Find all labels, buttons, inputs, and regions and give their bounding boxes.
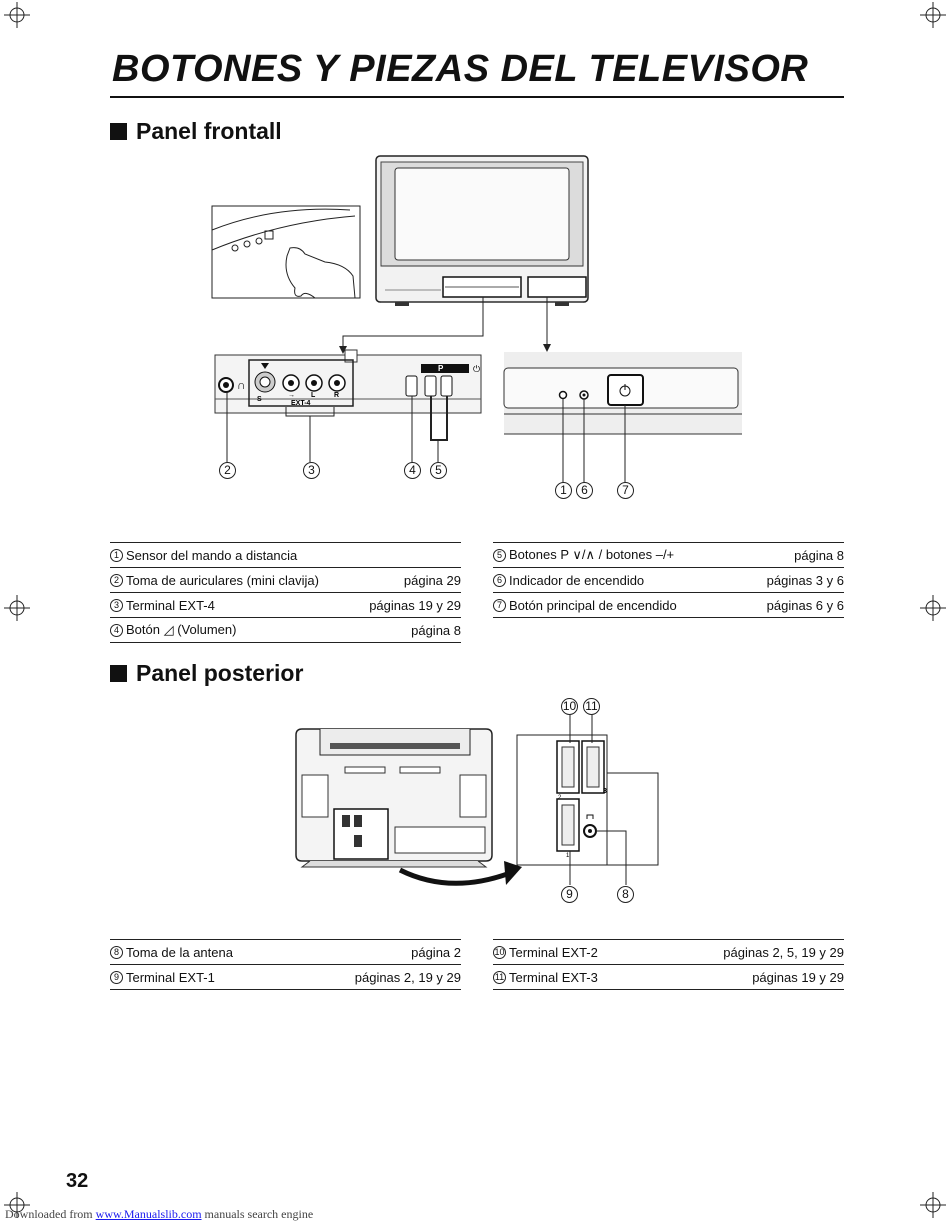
callout-number: 7 bbox=[617, 482, 634, 499]
button-press-inset bbox=[212, 206, 360, 298]
registration-mark-icon bbox=[4, 595, 30, 621]
front-panel-left-detail bbox=[215, 350, 481, 413]
table-row: 7 Botón principal de encendido páginas 6 y 6 bbox=[493, 592, 844, 618]
table-row: 6 Indicador de encendido páginas 3 y 6 bbox=[493, 567, 844, 592]
svg-text:EXT-4: EXT-4 bbox=[291, 400, 311, 407]
callout-number: 3 bbox=[303, 462, 320, 479]
front-panel-diagram bbox=[205, 150, 750, 515]
callout-number: 10 bbox=[562, 699, 577, 713]
table-row: 3 Terminal EXT-4 páginas 19 y 29 bbox=[110, 592, 461, 617]
svg-text:2: 2 bbox=[558, 795, 562, 801]
tv-front-illustration bbox=[376, 156, 588, 306]
svg-text:⏻: ⏻ bbox=[473, 364, 481, 374]
square-bullet-icon bbox=[110, 665, 127, 682]
front-parts-table-left bbox=[110, 542, 461, 643]
rear-parts-table-right bbox=[493, 939, 844, 990]
svg-text:→: → bbox=[288, 392, 295, 399]
footer bbox=[5, 1207, 313, 1222]
footer-suffix: manuals search engine bbox=[204, 1207, 314, 1221]
front-parts-table-right bbox=[493, 542, 844, 618]
svg-text:1: 1 bbox=[566, 853, 570, 859]
svg-text:L: L bbox=[311, 392, 316, 399]
svg-text:3: 3 bbox=[603, 788, 607, 795]
svg-text:S: S bbox=[257, 396, 262, 403]
table-row: 4 Botón ◿ (Volumen) página 8 bbox=[110, 617, 461, 643]
callout-number: 2 bbox=[219, 462, 236, 479]
callout-number: 1 bbox=[555, 482, 572, 499]
registration-mark-icon bbox=[4, 2, 30, 28]
page-number: 32 bbox=[66, 1170, 89, 1192]
registration-mark-icon bbox=[920, 2, 946, 28]
front-panel-right-detail bbox=[504, 352, 742, 434]
callout-number: 8 bbox=[617, 886, 634, 903]
svg-text:R: R bbox=[334, 392, 340, 399]
table-row: 10 Terminal EXT-2 páginas 2, 5, 19 y 29 bbox=[493, 939, 844, 964]
callout-number: 4 bbox=[404, 462, 421, 479]
callout-number: 6 bbox=[576, 482, 593, 499]
callout-number: 5 bbox=[430, 462, 447, 479]
rear-terminal-detail bbox=[517, 735, 658, 865]
front-panel-heading bbox=[110, 118, 282, 145]
front-panel-heading-text: Panel frontall bbox=[136, 118, 282, 144]
title-rule bbox=[110, 96, 844, 98]
table-row: 2 Toma de auriculares (mini clavija) página 29 bbox=[110, 567, 461, 592]
table-row: 9 Terminal EXT-1 páginas 2, 19 y 29 bbox=[110, 964, 461, 990]
registration-mark-icon bbox=[920, 595, 946, 621]
registration-mark-icon bbox=[920, 1192, 946, 1218]
tv-rear-illustration bbox=[296, 729, 492, 867]
footer-prefix: Downloaded from bbox=[5, 1207, 93, 1221]
page-title: BOTONES Y PIEZAS DEL TELEVISOR bbox=[112, 48, 809, 90]
table-row: 1 Sensor del mando a distancia bbox=[110, 542, 461, 567]
rear-panel-heading-text: Panel posterior bbox=[136, 660, 304, 686]
callout-number: 9 bbox=[561, 886, 578, 903]
table-row: 5 Botones P ∨/∧ / botones –/+ página 8 bbox=[493, 542, 844, 567]
rear-parts-table-left bbox=[110, 939, 461, 990]
svg-text:∩: ∩ bbox=[237, 378, 246, 392]
table-row: 11 Terminal EXT-3 páginas 19 y 29 bbox=[493, 964, 844, 990]
rear-panel-diagram bbox=[290, 695, 665, 910]
callout-number: 11 bbox=[583, 698, 600, 715]
rear-panel-heading bbox=[110, 660, 303, 687]
svg-text:P: P bbox=[438, 364, 444, 373]
square-bullet-icon bbox=[110, 123, 127, 140]
manualslib-link[interactable]: www.Manualslib.com bbox=[95, 1207, 202, 1221]
table-row: 8 Toma de la antena página 2 bbox=[110, 939, 461, 964]
